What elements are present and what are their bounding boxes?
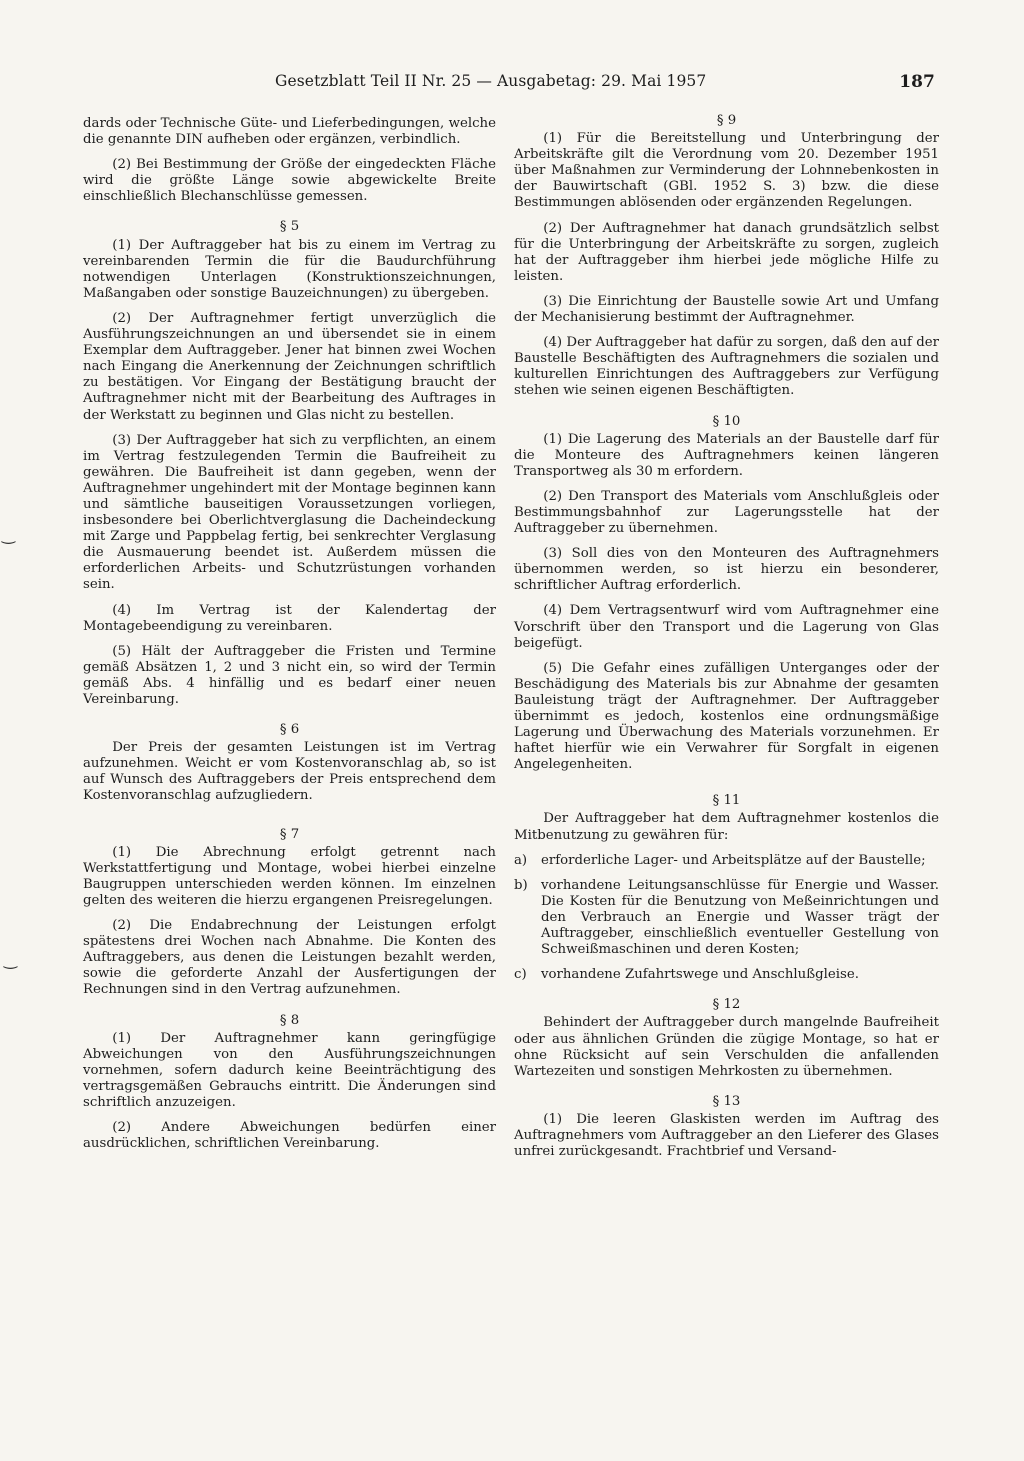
page-number: 187 (899, 72, 935, 92)
paragraph: (1) Die Lagerung des Materials an der Baustelle darf für die Monteure des Auftragnehmers keinen längeren Transportweg als 30 m erfordern. (514, 431, 939, 479)
left-column (83, 116, 496, 1161)
page-header (275, 72, 935, 90)
paragraph: (1) Die leeren Glaskisten werden im Auftrag des Auftragnehmers vom Auftraggeber an den Lieferer des Glases unfrei zurückgesandt. Frachtbrief und Versand- (514, 1111, 939, 1160)
section-heading: § 7 (279, 826, 300, 842)
paragraph: Der Preis der gesamten Leistungen ist im Vertrag aufzunehmen. Weicht er vom Kostenvoranschlag ab, so ist auf Wunsch des Auftraggebers der Preis entsprechend dem Kostenvoranschlag aufzugliedern. (83, 740, 496, 804)
paragraph: (4) Dem Vertragsentwurf wird vom Auftragnehmer eine Vorschrift über den Transport und die Lagerung von Glas beigefügt. (514, 603, 939, 651)
paragraph: (1) Der Auftragnehmer kann geringfügige Abweichungen von den Ausführungszeichnungen vornehmen, sofern dadurch keine Beeinträchtigung des vertragsgemäßen Gebrauchs eintritt. Die Änderungen sind schriftlich anzuzeigen. (83, 1030, 496, 1110)
paragraph: (4) Der Auftraggeber hat dafür zu sorgen, daß den auf der Baustelle Beschäftigten des Auftragnehmers die sozialen und kulturellen Einrichtungen des Auftraggebers zur Verfügung stehen wie seinen eigenen Beschäftigten. (514, 335, 939, 399)
paragraph: (2) Der Auftragnehmer fertigt unverzüglich die Ausführungszeichnungen an und übersendet sie in einem Exemplar dem Auftraggeber. Jener hat binnen zwei Wochen nach Eingang die Anerkennung der Zeichnungen schriftlich zu bestätigen. Vor Eingang der Bestätigung braucht der Auftragnehmer nicht mit der Bearbeitung des Auftrages in der Werkstatt zu beginnen und Glas nicht zu bestellen. (83, 310, 496, 423)
paragraph: dards oder Technische Güte- und Lieferbedingungen, welche die genannte DIN aufheben oder ergänzen, verbindlich. (83, 116, 496, 148)
section-heading: § 10 (712, 413, 741, 429)
margin-mark-icon: ‿ (2, 525, 15, 544)
paragraph: (5) Hält der Auftraggeber die Fristen und Termine gemäß Absätzen 1, 2 und 3 nicht ein, so wird der Termin gemäß Abs. 4 hinfällig und es bedarf einer neuen Vereinbarung. (83, 643, 496, 707)
paragraph: Behindert der Auftraggeber durch mangelnde Baufreiheit oder aus ähnlichen Gründen die zügige Montage, so hat er ohne Rücksicht auf sein Verschulden die anfallenden Wartezeiten und sonstigen Mehrkosten zu übernehmen. (514, 1015, 939, 1079)
section-heading: § 5 (279, 219, 300, 235)
paragraph: (1) Der Auftraggeber hat bis zu einem im Vertrag zu vereinbarenden Termin die für die Baudurchführung notwendigen Unterlagen (Konstruktionszeichnungen, Maßangaben oder sonstige Bauzeichnungen) zu übergeben. (83, 237, 496, 301)
section-heading: § 11 (712, 793, 741, 809)
section-heading: § 8 (279, 1012, 300, 1028)
list-item (514, 878, 939, 958)
paragraph: (5) Die Gefahr eines zufälligen Unterganges oder der Beschädigung des Materials bis zur Abnahme der gesamten Bauleistung trägt der Auftragnehmer. Der Auftraggeber übernimmt es jedoch, kostenlos eine ordnungsmäßige Lagerung und Überwachung des Materials vorzunehmen. Er haftet hierfür wie ein Verwahrer für Sorgfalt in eigenen Angelegenheiten. (514, 660, 939, 773)
paragraph: (4) Im Vertrag ist der Kalendertag der Montagebeendigung zu vereinbaren. (83, 602, 496, 634)
paragraph: (1) Für die Bereitstellung und Unterbringung der Arbeitskräfte gilt die Verordnung vom 20. Dezember 1951 über Maßnahmen zur Verminderung der Lohnnebenkosten in der Bauwirtschaft (GBl. 1952 S. 3) bzw. die diese Bestimmungen ablösenden oder ergänzenden Regelungen. (514, 131, 939, 211)
paragraph: (1) Die Abrechnung erfolgt getrennt nach Werkstattfertigung und Montage, wobei hierbei einzelne Baugruppen unterschieden werden können. Im einzelnen gelten des weiteren die hierzu ergangenen Preisregelungen. (83, 844, 496, 908)
paragraph: (2) Der Auftragnehmer hat danach grundsätzlich selbst für die Unterbringung der Arbeitskräfte zu sorgen, zugleich hat der Auftraggeber ihm hierbei jede mögliche Hilfe zu leisten. (514, 220, 939, 284)
list-marker: a) (514, 852, 528, 868)
list-text: erforderliche Lager- und Arbeitsplätze auf der Baustelle; (541, 852, 926, 868)
section-heading: § 9 (716, 113, 737, 128)
paragraph: (2) Bei Bestimmung der Größe der eingedeckten Fläche wird die größte Länge sowie abgewickelte Breite einschließlich Blechanschlüsse gemessen. (83, 157, 496, 205)
list-item (514, 967, 939, 983)
paragraph: (3) Soll dies von den Monteuren des Auftragnehmers übernommen werden, so ist hierzu ein besonderer, schriftlicher Auftrag erforderlich. (514, 546, 939, 594)
paragraph: (2) Die Endabrechnung der Leistungen erfolgt spätestens drei Wochen nach Abnahme. Die Konten des Auftraggebers, aus denen die Leistungen bezahlt werden, sowie die geforderte Anzahl der Ausfertigungen der Rechnungen sind in den Vertrag aufzunehmen. (83, 918, 496, 998)
margin-mark-icon: ‿ (4, 950, 17, 969)
right-column (514, 113, 939, 1169)
paragraph: (3) Der Auftraggeber hat sich zu verpflichten, an einem im Vertrag festzulegenden Termin die Baufreiheit zu gewähren. Die Baufreiheit ist dann gegeben, wenn der Auftragnehmer ungehindert mit der Montage beginnen kann und sämtliche bauseitigen Voraussetzungen vorliegen, insbesondere bei Oberlichtverglasung die Dacheindeckung mit Zarge und Pappbelag fertig, bei senkrechter Verglasung die Ausmauerung beendet ist. Außerdem müssen die erforderlichen Arbeits- und Schutzrüstungen vorhanden sein. (83, 432, 496, 593)
list-item (514, 853, 939, 869)
list-marker: c) (514, 967, 527, 983)
section-heading: § 6 (279, 722, 300, 738)
header-title: Gesetzblatt Teil II Nr. 25 — Ausgabetag: 29. Mai 1957 (275, 72, 707, 90)
list-text: vorhandene Leitungsanschlüsse für Energie und Wasser. Die Kosten für die Benutzung von Meßeinrichtungen und den Verbrauch an Energie und Wasser trägt der Auftraggeber, einschließlich eventueller Gestellung von Schweißmaschinen und deren Kosten; (541, 877, 939, 958)
paragraph: (2) Andere Abweichungen bedürfen einer ausdrücklichen, schriftlichen Vereinbarung. (83, 1120, 496, 1152)
section-heading: § 13 (712, 1093, 741, 1109)
list-text: vorhandene Zufahrtswege und Anschlußgleise. (541, 967, 859, 983)
paragraph: (3) Die Einrichtung der Baustelle sowie Art und Umfang der Mechanisierung bestimmt der Auftragnehmer. (514, 293, 939, 326)
list-marker: b) (514, 877, 528, 893)
paragraph: (2) Den Transport des Materials vom Anschlußgleis oder Bestimmungsbahnhof zur Lagerungsstelle hat der Auftraggeber zu übernehmen. (514, 488, 939, 537)
paragraph: Der Auftraggeber hat dem Auftragnehmer kostenlos die Mitbenutzung zu gewähren für: (514, 811, 939, 843)
section-heading: § 12 (712, 997, 741, 1013)
